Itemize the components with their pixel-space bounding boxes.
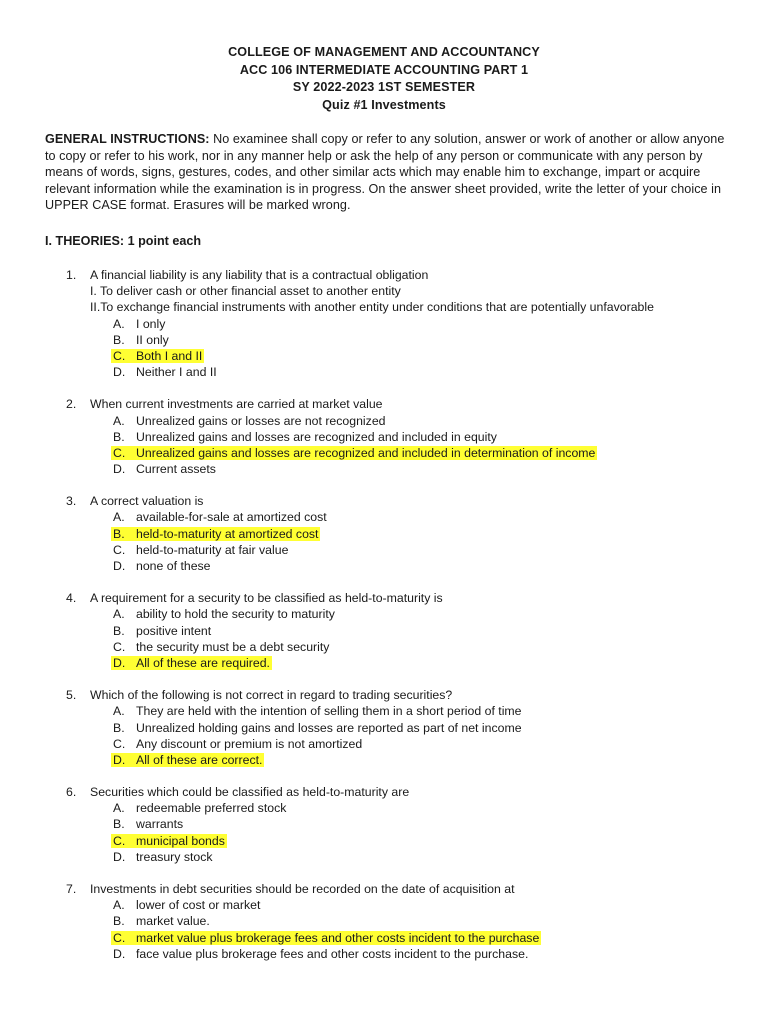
question-3: [0, 493, 768, 574]
option-letter: B.: [113, 526, 125, 541]
option-letter: B.: [113, 720, 125, 735]
option-text: Unrealized gains and losses are recognized and included in determination of income: [136, 445, 596, 460]
answer-option-d: [0, 655, 768, 671]
question-2: [0, 396, 768, 477]
option-text: redeemable preferred stock: [136, 801, 287, 816]
question-stem: A correct valuation is: [90, 494, 204, 509]
option-letter: B.: [113, 817, 125, 832]
answer-option-b: [0, 720, 768, 736]
question-stem: Securities which could be classified as held-to-maturity are: [90, 785, 410, 800]
answer-option-b: [0, 913, 768, 929]
question-stem: A requirement for a security to be classified as held-to-maturity is: [90, 591, 443, 606]
option-letter: D.: [113, 655, 126, 670]
answer-option-d: [0, 752, 768, 768]
answer-option-b: [0, 429, 768, 445]
option-letter: D.: [113, 752, 126, 767]
question-4: [0, 590, 768, 671]
option-letter: D.: [113, 365, 126, 380]
option-text: Any discount or premium is not amortized: [136, 736, 363, 751]
option-text: Unrealized gains or losses are not recognized: [136, 413, 386, 428]
option-text: treasury stock: [136, 849, 213, 864]
option-letter: B.: [113, 623, 125, 638]
answer-option-c: [0, 736, 768, 752]
option-text: All of these are required.: [136, 655, 270, 670]
option-letter: B.: [113, 429, 125, 444]
answer-option-a: [0, 800, 768, 816]
question-stem-line: [0, 267, 768, 283]
instructions-label: GENERAL INSTRUCTIONS:: [45, 132, 210, 146]
option-letter: D.: [113, 946, 126, 961]
question-5: [0, 687, 768, 768]
question-stem-line: [0, 590, 768, 606]
course-title: ACC 106 INTERMEDIATE ACCOUNTING PART 1: [239, 62, 529, 77]
option-text: Unrealized holding gains and losses are reported as part of net income: [136, 720, 522, 735]
answer-option-c: [0, 348, 768, 364]
answer-option-d: [0, 558, 768, 574]
answer-option-d: [0, 461, 768, 477]
question-subline: [0, 299, 768, 315]
option-letter: A.: [113, 316, 125, 331]
answer-option-a: [0, 509, 768, 525]
option-letter: C.: [113, 639, 126, 654]
option-text: municipal bonds: [136, 833, 225, 848]
option-letter: B.: [113, 332, 125, 347]
question-subline-text: I. To deliver cash or other financial asset to another entity: [90, 284, 401, 299]
option-letter: C.: [113, 348, 126, 363]
option-text: Current assets: [136, 462, 216, 477]
option-letter: B.: [113, 914, 125, 929]
answer-option-d: [0, 364, 768, 380]
option-text: I only: [136, 316, 166, 331]
document-header: [0, 44, 768, 114]
option-letter: D.: [113, 462, 126, 477]
question-7: [0, 881, 768, 962]
answer-option-d: [0, 946, 768, 962]
school-year: SY 2022-2023 1ST SEMESTER: [292, 80, 476, 95]
option-text: They are held with the intention of selling them in a short period of time: [136, 704, 522, 719]
option-letter: C.: [113, 445, 126, 460]
question-stem: Investments in debt securities should be recorded on the date of acquisition at: [90, 882, 515, 896]
option-text: II only: [136, 332, 169, 347]
answer-option-b: [0, 332, 768, 348]
answer-option-c: [0, 445, 768, 461]
question-stem: When current investments are carried at market value: [90, 397, 383, 412]
college-name: COLLEGE OF MANAGEMENT AND ACCOUNTANCY: [228, 45, 540, 59]
question-subline: [0, 283, 768, 299]
answer-option-c: [0, 542, 768, 558]
option-text: none of these: [136, 559, 211, 573]
answer-option-c: [0, 833, 768, 849]
option-text: held-to-maturity at fair value: [136, 542, 289, 557]
option-text: available-for-sale at amortized cost: [136, 510, 327, 525]
option-letter: A.: [113, 607, 125, 622]
question-number: 2.: [66, 397, 77, 412]
instructions-text: No examinee shall copy or refer to any solution, answer or work of another or allow anyone to copy or refer to his work, nor in any manner help or ask the help of any person or communicate with any person by means of words, signs, gestures, codes, and other similar acts which may enable him to exchange, impart or acquire relevant information while the examination is in progress. On the answer sheet provided, write the letter of your choice in UPPER CASE format. Erasures will be marked wrong.: [45, 132, 725, 213]
answer-option-a: [0, 703, 768, 719]
option-text: ability to hold the security to maturity: [136, 607, 335, 622]
answer-option-a: [0, 897, 768, 913]
question-stem-line: [0, 784, 768, 800]
option-text: market value plus brokerage fees and other costs incident to the purchase: [136, 930, 540, 945]
answer-option-c: [0, 930, 768, 946]
option-letter: A.: [113, 898, 125, 913]
general-instructions: [45, 131, 725, 214]
answer-option-b: [0, 816, 768, 832]
option-text: Neither I and II: [136, 365, 217, 380]
option-letter: C.: [113, 542, 126, 557]
option-letter: C.: [113, 833, 126, 848]
quiz-title: Quiz #1 Investments: [322, 97, 446, 112]
option-text: Unrealized gains and losses are recognized and included in equity: [136, 429, 497, 444]
option-text: market value.: [136, 914, 210, 929]
question-list: [0, 267, 768, 978]
option-text: lower of cost or market: [136, 898, 261, 913]
answer-option-c: [0, 639, 768, 655]
option-text: warrants: [136, 817, 184, 832]
question-stem-line: [0, 493, 768, 509]
question-number: 3.: [66, 494, 77, 509]
question-stem: A financial liability is any liability that is a contractual obligation: [90, 268, 429, 282]
question-stem: Which of the following is not correct in regard to trading securities?: [90, 688, 453, 703]
question-number: 6.: [66, 785, 77, 800]
answer-option-a: [0, 316, 768, 332]
question-number: 7.: [66, 882, 77, 896]
option-letter: D.: [113, 559, 126, 573]
question-1: [0, 267, 768, 380]
option-text: positive intent: [136, 623, 212, 638]
option-letter: C.: [113, 736, 126, 751]
answer-option-a: [0, 413, 768, 429]
option-text: held-to-maturity at amortized cost: [136, 526, 319, 541]
question-6: [0, 784, 768, 865]
answer-option-a: [0, 606, 768, 622]
answer-option-d: [0, 849, 768, 865]
option-text: the security must be a debt security: [136, 639, 330, 654]
option-text: Both I and II: [136, 348, 203, 363]
option-letter: A.: [113, 801, 125, 816]
option-text: face value plus brokerage fees and other costs incident to the purchase.: [136, 946, 529, 961]
question-number: 5.: [66, 688, 77, 703]
option-letter: C.: [113, 930, 126, 945]
option-text: All of these are correct.: [136, 752, 263, 767]
answer-option-b: [0, 623, 768, 639]
section-title: I. THEORIES: 1 point each: [45, 234, 202, 248]
option-letter: A.: [113, 704, 125, 719]
option-letter: A.: [113, 413, 125, 428]
option-letter: D.: [113, 849, 126, 864]
question-stem-line: [0, 396, 768, 412]
question-number: 1.: [66, 268, 77, 282]
question-number: 4.: [66, 591, 77, 606]
question-stem-line: [0, 881, 768, 897]
answer-option-b: [0, 526, 768, 542]
option-letter: A.: [113, 510, 125, 525]
question-subline-text: II.To exchange financial instruments with another entity under conditions that are potentially unfavorable: [90, 300, 654, 315]
question-stem-line: [0, 687, 768, 703]
